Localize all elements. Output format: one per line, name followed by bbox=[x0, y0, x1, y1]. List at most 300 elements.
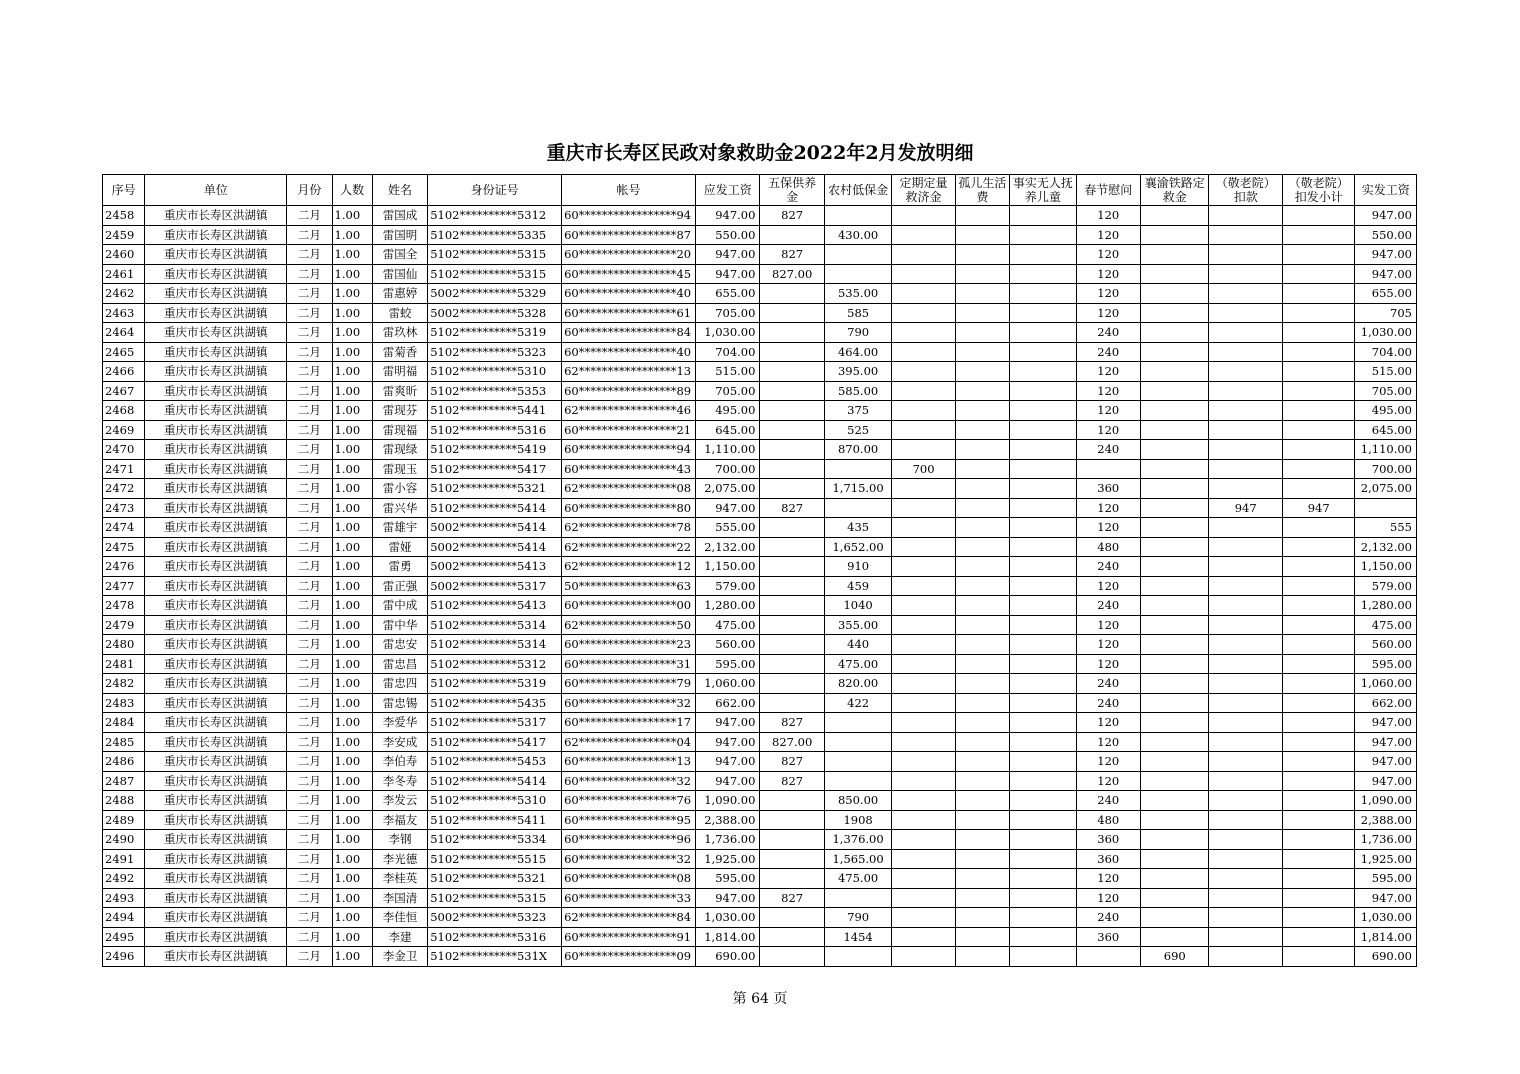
table-cell: 1,814.00 bbox=[696, 927, 760, 947]
table-cell: 2479 bbox=[103, 615, 145, 635]
table-cell bbox=[760, 654, 824, 674]
table-cell bbox=[1282, 323, 1354, 343]
table-row bbox=[103, 771, 1417, 791]
table-cell: 60*****************80 bbox=[562, 498, 696, 518]
table-cell: 827 bbox=[760, 498, 824, 518]
table-cell: 雷中华 bbox=[372, 615, 427, 635]
table-cell: 60*****************17 bbox=[562, 713, 696, 733]
table-cell: 2466 bbox=[103, 362, 145, 382]
table-cell bbox=[1141, 654, 1209, 674]
table-cell bbox=[1010, 557, 1076, 577]
table-cell bbox=[892, 693, 955, 713]
table-cell bbox=[1282, 947, 1354, 967]
table-cell: 2464 bbox=[103, 323, 145, 343]
table-cell bbox=[1010, 342, 1076, 362]
table-cell: 重庆市长寿区洪湖镇 bbox=[145, 693, 287, 713]
table-cell: 535.00 bbox=[824, 284, 891, 304]
table-cell: 5102**********5435 bbox=[428, 693, 562, 713]
table-cell: 重庆市长寿区洪湖镇 bbox=[145, 908, 287, 928]
table-cell bbox=[1076, 459, 1140, 479]
table-row bbox=[103, 323, 1417, 343]
column-header: 应发工资 bbox=[696, 175, 760, 206]
column-header: 五保供养金 bbox=[760, 175, 824, 206]
table-cell bbox=[1141, 323, 1209, 343]
table-cell bbox=[1282, 342, 1354, 362]
table-cell: 重庆市长寿区洪湖镇 bbox=[145, 498, 287, 518]
table-cell bbox=[760, 596, 824, 616]
table-cell bbox=[1282, 908, 1354, 928]
table-cell bbox=[1282, 869, 1354, 889]
table-cell: 二月 bbox=[287, 420, 332, 440]
table-cell bbox=[760, 947, 824, 967]
table-cell: 二月 bbox=[287, 849, 332, 869]
table-cell: 2,075.00 bbox=[1355, 479, 1417, 499]
table-cell: 二月 bbox=[287, 771, 332, 791]
table-cell: 1.00 bbox=[332, 869, 372, 889]
table-cell: 515.00 bbox=[696, 362, 760, 382]
table-cell: 60*****************96 bbox=[562, 830, 696, 850]
table-cell: 5102**********5353 bbox=[428, 381, 562, 401]
table-cell: 2,132.00 bbox=[696, 537, 760, 557]
table-cell: 947.00 bbox=[696, 888, 760, 908]
table-cell: 重庆市长寿区洪湖镇 bbox=[145, 225, 287, 245]
table-cell: 240 bbox=[1076, 440, 1140, 460]
table-cell bbox=[892, 752, 955, 772]
table-cell bbox=[1141, 498, 1209, 518]
table-cell bbox=[760, 440, 824, 460]
table-cell bbox=[1209, 303, 1283, 323]
table-cell bbox=[760, 342, 824, 362]
table-cell: 李伯寿 bbox=[372, 752, 427, 772]
table-cell: 2470 bbox=[103, 440, 145, 460]
table-cell: 585 bbox=[824, 303, 891, 323]
table-cell bbox=[1209, 849, 1283, 869]
table-cell bbox=[1209, 284, 1283, 304]
column-header: （敬老院）扣款 bbox=[1209, 175, 1283, 206]
table-cell bbox=[892, 576, 955, 596]
table-cell bbox=[955, 693, 1009, 713]
table-cell: 雷玖林 bbox=[372, 323, 427, 343]
header-row bbox=[103, 175, 1417, 206]
table-cell bbox=[824, 245, 891, 265]
table-cell bbox=[955, 869, 1009, 889]
table-cell: 550.00 bbox=[696, 225, 760, 245]
table-cell: 120 bbox=[1076, 264, 1140, 284]
table-cell: 1.00 bbox=[332, 323, 372, 343]
table-cell: 690 bbox=[1141, 947, 1209, 967]
table-cell: 雷兴华 bbox=[372, 498, 427, 518]
table-cell: 1,925.00 bbox=[696, 849, 760, 869]
table-cell: 495.00 bbox=[696, 401, 760, 421]
table-cell: 重庆市长寿区洪湖镇 bbox=[145, 284, 287, 304]
table-cell: 重庆市长寿区洪湖镇 bbox=[145, 245, 287, 265]
table-cell bbox=[1010, 206, 1076, 226]
table-cell: 440 bbox=[824, 635, 891, 655]
table-cell bbox=[760, 479, 824, 499]
table-cell bbox=[1141, 693, 1209, 713]
table-cell: 120 bbox=[1076, 381, 1140, 401]
table-cell: 1.00 bbox=[332, 849, 372, 869]
table-cell: 395.00 bbox=[824, 362, 891, 382]
table-cell: 2496 bbox=[103, 947, 145, 967]
table-cell: 120 bbox=[1076, 576, 1140, 596]
table-cell: 5002**********5414 bbox=[428, 537, 562, 557]
table-cell: 1,110.00 bbox=[1355, 440, 1417, 460]
table-cell: 5102**********5417 bbox=[428, 732, 562, 752]
table-cell: 60*****************32 bbox=[562, 771, 696, 791]
table-cell: 二月 bbox=[287, 381, 332, 401]
table-cell bbox=[1010, 888, 1076, 908]
table-cell: 5102**********5310 bbox=[428, 791, 562, 811]
table-cell bbox=[955, 206, 1009, 226]
table-cell: 二月 bbox=[287, 225, 332, 245]
table-cell bbox=[760, 830, 824, 850]
table-cell: 重庆市长寿区洪湖镇 bbox=[145, 947, 287, 967]
table-cell bbox=[1010, 732, 1076, 752]
table-cell: 60*****************91 bbox=[562, 927, 696, 947]
table-cell bbox=[1141, 206, 1209, 226]
table-cell bbox=[824, 713, 891, 733]
table-cell: 李桂英 bbox=[372, 869, 427, 889]
table-cell bbox=[892, 479, 955, 499]
table-cell: 5102**********5417 bbox=[428, 459, 562, 479]
table-cell: 2,132.00 bbox=[1355, 537, 1417, 557]
table-cell: 2473 bbox=[103, 498, 145, 518]
table-cell: 1.00 bbox=[332, 420, 372, 440]
table-cell: 重庆市长寿区洪湖镇 bbox=[145, 635, 287, 655]
table-cell bbox=[955, 830, 1009, 850]
table-cell bbox=[955, 440, 1009, 460]
table-cell bbox=[1141, 264, 1209, 284]
table-row bbox=[103, 927, 1417, 947]
table-cell: 二月 bbox=[287, 869, 332, 889]
table-cell: 947.00 bbox=[1355, 888, 1417, 908]
table-cell: 雷明福 bbox=[372, 362, 427, 382]
table-cell bbox=[1010, 459, 1076, 479]
table-cell: 二月 bbox=[287, 693, 332, 713]
table-cell: 240 bbox=[1076, 674, 1140, 694]
table-cell bbox=[892, 888, 955, 908]
table-cell: 李钢 bbox=[372, 830, 427, 850]
table-cell bbox=[760, 303, 824, 323]
table-cell: 重庆市长寿区洪湖镇 bbox=[145, 771, 287, 791]
table-cell: 435 bbox=[824, 518, 891, 538]
table-cell: 5102**********5453 bbox=[428, 752, 562, 772]
table-cell: 2477 bbox=[103, 576, 145, 596]
table-cell bbox=[1010, 810, 1076, 830]
table-cell: 5102**********5316 bbox=[428, 420, 562, 440]
table-cell: 555.00 bbox=[696, 518, 760, 538]
table-cell: 雷国仙 bbox=[372, 264, 427, 284]
table-cell bbox=[1010, 576, 1076, 596]
table-cell: 947.00 bbox=[1355, 732, 1417, 752]
table-cell: 雷忠安 bbox=[372, 635, 427, 655]
table-cell bbox=[1282, 440, 1354, 460]
table-cell: 重庆市长寿区洪湖镇 bbox=[145, 927, 287, 947]
table-cell: 827 bbox=[760, 752, 824, 772]
table-cell bbox=[1282, 810, 1354, 830]
table-cell: 525 bbox=[824, 420, 891, 440]
table-cell: 480 bbox=[1076, 537, 1140, 557]
table-cell: 1.00 bbox=[332, 479, 372, 499]
table-cell: 62*****************13 bbox=[562, 362, 696, 382]
table-cell: 645.00 bbox=[696, 420, 760, 440]
table-cell: 雷中成 bbox=[372, 596, 427, 616]
table-cell bbox=[1209, 401, 1283, 421]
table-cell bbox=[760, 615, 824, 635]
table-cell bbox=[1141, 459, 1209, 479]
table-cell bbox=[1010, 245, 1076, 265]
table-cell bbox=[1282, 830, 1354, 850]
table-cell: 60*****************61 bbox=[562, 303, 696, 323]
table-cell bbox=[1282, 381, 1354, 401]
table-cell bbox=[1010, 615, 1076, 635]
table-cell: 1.00 bbox=[332, 225, 372, 245]
table-cell: 重庆市长寿区洪湖镇 bbox=[145, 849, 287, 869]
table-cell bbox=[1282, 771, 1354, 791]
table-cell: 60*****************23 bbox=[562, 635, 696, 655]
table-cell: 120 bbox=[1076, 771, 1140, 791]
table-cell: 李佳恒 bbox=[372, 908, 427, 928]
table-cell bbox=[892, 381, 955, 401]
table-cell: 240 bbox=[1076, 342, 1140, 362]
table-cell bbox=[1209, 693, 1283, 713]
table-cell bbox=[760, 401, 824, 421]
table-cell: 2481 bbox=[103, 654, 145, 674]
table-cell bbox=[1141, 615, 1209, 635]
table-cell: 重庆市长寿区洪湖镇 bbox=[145, 557, 287, 577]
table-cell: 重庆市长寿区洪湖镇 bbox=[145, 576, 287, 596]
table-cell bbox=[955, 713, 1009, 733]
table-cell: 2475 bbox=[103, 537, 145, 557]
table-cell: 5102**********5414 bbox=[428, 771, 562, 791]
table-cell: 475.00 bbox=[824, 654, 891, 674]
table-cell: 120 bbox=[1076, 732, 1140, 752]
table-cell bbox=[1209, 459, 1283, 479]
table-cell: 1.00 bbox=[332, 830, 372, 850]
table-cell bbox=[1209, 225, 1283, 245]
table-cell: 947.00 bbox=[696, 245, 760, 265]
table-cell bbox=[1010, 596, 1076, 616]
table-cell bbox=[1141, 362, 1209, 382]
table-cell bbox=[892, 830, 955, 850]
table-cell: 雷忠昌 bbox=[372, 654, 427, 674]
table-cell: 二月 bbox=[287, 206, 332, 226]
table-cell: 雷正强 bbox=[372, 576, 427, 596]
table-cell: 62*****************46 bbox=[562, 401, 696, 421]
table-row bbox=[103, 693, 1417, 713]
table-cell bbox=[760, 908, 824, 928]
table-cell: 2471 bbox=[103, 459, 145, 479]
table-cell: 李冬寿 bbox=[372, 771, 427, 791]
table-cell: 655.00 bbox=[696, 284, 760, 304]
table-cell bbox=[1282, 888, 1354, 908]
table-cell: 2495 bbox=[103, 927, 145, 947]
table-cell bbox=[892, 440, 955, 460]
table-cell: 5102**********5335 bbox=[428, 225, 562, 245]
table-cell: 二月 bbox=[287, 635, 332, 655]
column-header: 身份证号 bbox=[428, 175, 562, 206]
table-cell: 5102**********5312 bbox=[428, 654, 562, 674]
table-cell bbox=[760, 537, 824, 557]
table-cell bbox=[955, 752, 1009, 772]
table-cell bbox=[1282, 362, 1354, 382]
table-cell bbox=[824, 752, 891, 772]
table-cell bbox=[1141, 908, 1209, 928]
table-cell bbox=[760, 693, 824, 713]
table-cell bbox=[1141, 479, 1209, 499]
table-cell: 5102**********5515 bbox=[428, 849, 562, 869]
table-cell bbox=[892, 654, 955, 674]
table-cell: 二月 bbox=[287, 459, 332, 479]
table-cell bbox=[892, 635, 955, 655]
table-cell: 120 bbox=[1076, 518, 1140, 538]
table-cell bbox=[892, 284, 955, 304]
table-cell bbox=[824, 264, 891, 284]
table-cell: 560.00 bbox=[1355, 635, 1417, 655]
table-cell bbox=[892, 869, 955, 889]
table-cell bbox=[1141, 440, 1209, 460]
table-cell bbox=[892, 732, 955, 752]
table-cell: 62*****************04 bbox=[562, 732, 696, 752]
table-cell: 李金卫 bbox=[372, 947, 427, 967]
table-cell bbox=[824, 459, 891, 479]
table-cell bbox=[1282, 654, 1354, 674]
table-cell: 李安成 bbox=[372, 732, 427, 752]
table-cell: 雷现绿 bbox=[372, 440, 427, 460]
table-cell: 2494 bbox=[103, 908, 145, 928]
table-cell bbox=[760, 459, 824, 479]
table-cell: 1.00 bbox=[332, 888, 372, 908]
table-cell: 705.00 bbox=[696, 381, 760, 401]
table-cell: 1,652.00 bbox=[824, 537, 891, 557]
table-cell: 2491 bbox=[103, 849, 145, 869]
table-cell: 947.00 bbox=[696, 732, 760, 752]
table-cell: 1.00 bbox=[332, 401, 372, 421]
table-cell: 60*****************45 bbox=[562, 264, 696, 284]
table-cell bbox=[760, 284, 824, 304]
table-row bbox=[103, 810, 1417, 830]
table-cell: 5102**********5317 bbox=[428, 713, 562, 733]
table-cell: 60*****************32 bbox=[562, 693, 696, 713]
table-cell bbox=[1209, 635, 1283, 655]
table-cell bbox=[1209, 810, 1283, 830]
table-cell: 李光德 bbox=[372, 849, 427, 869]
table-cell bbox=[1282, 225, 1354, 245]
table-cell bbox=[1282, 245, 1354, 265]
table-cell bbox=[1141, 576, 1209, 596]
table-cell bbox=[1141, 401, 1209, 421]
table-row bbox=[103, 791, 1417, 811]
column-header: 农村低保金 bbox=[824, 175, 891, 206]
table-cell: 60*****************84 bbox=[562, 323, 696, 343]
table-cell bbox=[1282, 206, 1354, 226]
table-cell bbox=[955, 518, 1009, 538]
table-cell: 1,376.00 bbox=[824, 830, 891, 850]
table-cell: 120 bbox=[1076, 869, 1140, 889]
table-cell bbox=[1010, 869, 1076, 889]
table-row bbox=[103, 498, 1417, 518]
table-row bbox=[103, 479, 1417, 499]
table-cell: 827 bbox=[760, 245, 824, 265]
table-cell: 5102**********5321 bbox=[428, 479, 562, 499]
table-cell bbox=[955, 225, 1009, 245]
table-cell: 2482 bbox=[103, 674, 145, 694]
table-cell: 1.00 bbox=[332, 713, 372, 733]
table-cell bbox=[1141, 225, 1209, 245]
table-cell: 62*****************50 bbox=[562, 615, 696, 635]
table-cell bbox=[955, 323, 1009, 343]
column-header: 单位 bbox=[145, 175, 287, 206]
table-row bbox=[103, 732, 1417, 752]
table-cell: 585.00 bbox=[824, 381, 891, 401]
table-cell: 595.00 bbox=[1355, 869, 1417, 889]
table-cell: 雷国成 bbox=[372, 206, 427, 226]
table-cell bbox=[760, 323, 824, 343]
table-cell: 1.00 bbox=[332, 537, 372, 557]
table-cell bbox=[892, 849, 955, 869]
table-cell: 2461 bbox=[103, 264, 145, 284]
table-cell: 422 bbox=[824, 693, 891, 713]
table-cell bbox=[1209, 615, 1283, 635]
table-cell bbox=[1355, 498, 1417, 518]
table-cell: 李建 bbox=[372, 927, 427, 947]
table-cell bbox=[955, 674, 1009, 694]
table-cell: 2469 bbox=[103, 420, 145, 440]
table-row bbox=[103, 908, 1417, 928]
table-row bbox=[103, 654, 1417, 674]
table-cell bbox=[892, 947, 955, 967]
table-cell bbox=[1141, 713, 1209, 733]
table-cell bbox=[760, 810, 824, 830]
table-cell: 2490 bbox=[103, 830, 145, 850]
table-cell: 5102**********5319 bbox=[428, 323, 562, 343]
table-cell: 1.00 bbox=[332, 927, 372, 947]
table-body bbox=[103, 206, 1417, 967]
table-cell bbox=[1209, 381, 1283, 401]
table-cell: 60*****************43 bbox=[562, 459, 696, 479]
table-cell: 5102**********5314 bbox=[428, 615, 562, 635]
table-cell: 120 bbox=[1076, 888, 1140, 908]
table-cell: 60*****************21 bbox=[562, 420, 696, 440]
table-cell bbox=[955, 245, 1009, 265]
table-cell: 60*****************94 bbox=[562, 206, 696, 226]
table-cell: 1.00 bbox=[332, 206, 372, 226]
table-cell bbox=[760, 518, 824, 538]
table-cell: 62*****************78 bbox=[562, 518, 696, 538]
table-cell: 947.00 bbox=[696, 752, 760, 772]
table-cell: 62*****************12 bbox=[562, 557, 696, 577]
table-cell: 二月 bbox=[287, 654, 332, 674]
table-cell: 1,060.00 bbox=[696, 674, 760, 694]
table-cell: 重庆市长寿区洪湖镇 bbox=[145, 420, 287, 440]
table-cell: 1.00 bbox=[332, 596, 372, 616]
table-cell: 120 bbox=[1076, 635, 1140, 655]
table-cell: 947.00 bbox=[696, 498, 760, 518]
table-row bbox=[103, 518, 1417, 538]
table-cell bbox=[1209, 791, 1283, 811]
table-cell: 二月 bbox=[287, 888, 332, 908]
table-cell bbox=[955, 459, 1009, 479]
table-row bbox=[103, 537, 1417, 557]
table-cell: 947 bbox=[1209, 498, 1283, 518]
column-header: 事实无人抚养儿童 bbox=[1010, 175, 1076, 206]
table-cell: 重庆市长寿区洪湖镇 bbox=[145, 381, 287, 401]
table-cell bbox=[955, 888, 1009, 908]
table-cell: 1.00 bbox=[332, 615, 372, 635]
table-cell bbox=[955, 596, 1009, 616]
table-cell: 1.00 bbox=[332, 732, 372, 752]
